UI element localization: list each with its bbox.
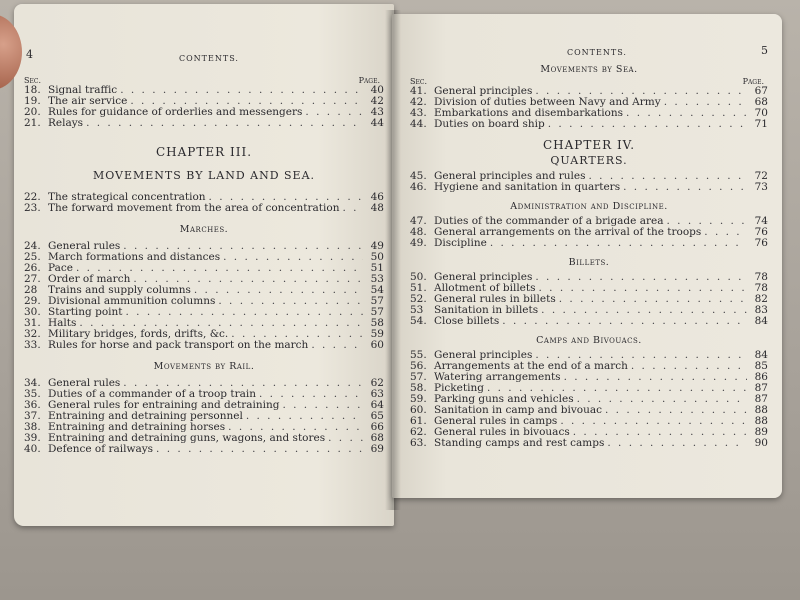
section-heading: Movements by Sea. bbox=[540, 64, 638, 75]
entry-page-number: 49 bbox=[370, 240, 384, 252]
entry-page-number: 48 bbox=[370, 202, 384, 214]
section-number: 38. bbox=[24, 421, 41, 433]
section-number: 61. bbox=[410, 415, 427, 427]
dot-leader bbox=[577, 394, 747, 405]
toc-entry bbox=[410, 119, 768, 130]
entry-page-number: 88 bbox=[754, 404, 768, 416]
section-number: 63. bbox=[410, 437, 427, 449]
entry-title: General rules in camps bbox=[434, 415, 558, 427]
entry-title: Rules for guidance of orderlies and messengers bbox=[48, 106, 303, 118]
section-number: 18. bbox=[24, 84, 41, 96]
dot-leader bbox=[86, 118, 363, 129]
entry-page-number: 62 bbox=[370, 377, 384, 389]
entry-title: Order of march bbox=[48, 273, 131, 285]
chapter-subtitle: QUARTERS. bbox=[550, 154, 628, 167]
entry-page-number: 73 bbox=[754, 181, 768, 193]
entry-title: Sanitation in billets bbox=[434, 304, 539, 316]
section-number: 58. bbox=[410, 382, 427, 394]
toc-list bbox=[24, 192, 384, 214]
section-number: 52. bbox=[410, 293, 427, 305]
entry-title: General rules bbox=[48, 377, 121, 389]
entry-page-number: 85 bbox=[754, 360, 768, 372]
section-number: 42. bbox=[410, 96, 427, 108]
section-number: 28 bbox=[24, 284, 38, 296]
section-heading: Marches. bbox=[179, 224, 229, 235]
entry-page-number: 69 bbox=[370, 443, 384, 455]
entry-title: General principles bbox=[434, 271, 533, 283]
entry-page-number: 40 bbox=[370, 84, 384, 96]
entry-page-number: 78 bbox=[754, 282, 768, 294]
entry-title: The air service bbox=[48, 95, 128, 107]
dot-leader bbox=[605, 405, 747, 416]
dot-leader bbox=[305, 107, 363, 118]
toc-list bbox=[24, 378, 384, 455]
section-number: 44. bbox=[410, 118, 427, 130]
entry-page-number: 72 bbox=[754, 170, 768, 182]
entry-title: Starting point bbox=[48, 306, 123, 318]
dot-leader bbox=[548, 119, 747, 130]
entry-page-number: 88 bbox=[754, 415, 768, 427]
entry-title: Discipline bbox=[434, 237, 487, 249]
entry-page-number: 86 bbox=[754, 371, 768, 383]
sec-column-header: Sec. bbox=[410, 77, 427, 86]
entry-title: Trains and supply columns bbox=[48, 284, 191, 296]
entry-title: The forward movement from the area of concentration bbox=[48, 202, 340, 214]
entry-title: General principles and rules bbox=[434, 170, 586, 182]
dot-leader bbox=[490, 238, 747, 249]
entry-title: Entraining and detraining personnel bbox=[48, 410, 243, 422]
toc-entry bbox=[410, 182, 768, 193]
entry-page-number: 46 bbox=[370, 191, 384, 203]
entry-title: Relays bbox=[48, 117, 84, 129]
entry-title: Military bridges, fords, drifts, &c. bbox=[48, 328, 229, 340]
section-number: 25. bbox=[24, 251, 41, 263]
entry-title: Signal traffic bbox=[48, 84, 118, 96]
section-number: 29. bbox=[24, 295, 41, 307]
toc-entry bbox=[24, 118, 384, 129]
dot-leader bbox=[282, 400, 363, 411]
entry-page-number: 87 bbox=[754, 382, 768, 394]
section-number: 36. bbox=[24, 399, 41, 411]
section-heading: Movements by Rail. bbox=[153, 361, 255, 372]
toc-list bbox=[410, 350, 768, 449]
section-number: 48. bbox=[410, 226, 427, 238]
dot-leader bbox=[125, 307, 363, 318]
toc-entry bbox=[24, 444, 384, 455]
left-page bbox=[14, 4, 394, 526]
toc-list bbox=[410, 272, 768, 327]
chapter-heading: CHAPTER IV. bbox=[542, 138, 636, 152]
toc-list bbox=[410, 216, 768, 249]
entry-title: Watering arrangements bbox=[434, 371, 561, 383]
entry-title: Halts bbox=[48, 317, 77, 329]
section-heading: Camps and Bivouacs. bbox=[536, 335, 642, 346]
entry-title: Pace bbox=[48, 262, 73, 274]
dot-leader bbox=[607, 438, 747, 449]
section-number: 46. bbox=[410, 181, 427, 193]
entry-page-number: 68 bbox=[754, 96, 768, 108]
entry-page-number: 84 bbox=[754, 315, 768, 327]
entry-page-number: 51 bbox=[370, 262, 384, 274]
entry-page-number: 70 bbox=[754, 107, 768, 119]
entry-page-number: 53 bbox=[370, 273, 384, 285]
entry-page-number: 76 bbox=[754, 237, 768, 249]
page-column-header: Page. bbox=[358, 76, 380, 85]
entry-page-number: 84 bbox=[754, 349, 768, 361]
entry-title: Embarkations and disembarkations bbox=[434, 107, 624, 119]
section-number: 53 bbox=[410, 304, 424, 316]
dot-leader bbox=[631, 361, 747, 372]
section-heading: Billets. bbox=[568, 257, 610, 268]
entry-title: Standing camps and rest camps bbox=[434, 437, 605, 449]
right-page bbox=[392, 14, 782, 498]
sec-column-header: Sec. bbox=[24, 76, 41, 85]
entry-title: General arrangements on the arrival of the troops bbox=[434, 226, 702, 238]
dot-leader bbox=[623, 182, 747, 193]
section-number: 40. bbox=[24, 443, 41, 455]
section-number: 20. bbox=[24, 106, 41, 118]
book-gutter bbox=[385, 10, 401, 510]
page-number: 4 bbox=[26, 48, 33, 61]
entry-title: Entraining and detraining guns, wagons, and stores bbox=[48, 432, 326, 444]
toc-list bbox=[410, 86, 768, 130]
entry-page-number: 90 bbox=[754, 437, 768, 449]
entry-page-number: 50 bbox=[370, 251, 384, 263]
entry-title: Defence of railways bbox=[48, 443, 154, 455]
entry-page-number: 59 bbox=[370, 328, 384, 340]
toc-entry bbox=[24, 203, 384, 214]
section-number: 22. bbox=[24, 191, 41, 203]
toc-list bbox=[410, 171, 768, 193]
entry-page-number: 78 bbox=[754, 271, 768, 283]
section-number: 62. bbox=[410, 426, 427, 438]
dot-leader bbox=[218, 296, 363, 307]
dot-leader bbox=[156, 444, 363, 455]
entry-page-number: 74 bbox=[754, 215, 768, 227]
section-number: 37. bbox=[24, 410, 41, 422]
entry-page-number: 58 bbox=[370, 317, 384, 329]
dot-leader bbox=[626, 108, 747, 119]
section-number: 26. bbox=[24, 262, 41, 274]
section-number: 30. bbox=[24, 306, 41, 318]
entry-title: Entraining and detraining horses bbox=[48, 421, 226, 433]
entry-page-number: 67 bbox=[754, 85, 768, 97]
chapter-subtitle: MOVEMENTS BY LAND AND SEA. bbox=[92, 169, 316, 182]
section-number: 55. bbox=[410, 349, 427, 361]
section-number: 56. bbox=[410, 360, 427, 372]
dot-leader bbox=[535, 272, 747, 283]
section-number: 59. bbox=[410, 393, 427, 405]
dot-leader bbox=[223, 252, 363, 263]
section-number: 57. bbox=[410, 371, 427, 383]
entry-title: General rules in bivouacs bbox=[434, 426, 570, 438]
entry-page-number: 60 bbox=[370, 339, 384, 351]
entry-page-number: 66 bbox=[370, 421, 384, 433]
entry-title: Duties on board ship bbox=[434, 118, 545, 130]
entry-title: General principles bbox=[434, 349, 533, 361]
section-number: 51. bbox=[410, 282, 427, 294]
running-head: CONTENTS. bbox=[179, 54, 239, 63]
section-number: 50. bbox=[410, 271, 427, 283]
dot-leader bbox=[664, 97, 747, 108]
toc-list bbox=[24, 241, 384, 351]
entry-page-number: 82 bbox=[754, 293, 768, 305]
section-number: 54. bbox=[410, 315, 427, 327]
toc-list bbox=[24, 85, 384, 129]
page-column-header: Page. bbox=[742, 77, 764, 86]
toc-entry bbox=[24, 252, 384, 263]
toc-entry bbox=[24, 307, 384, 318]
section-number: 21. bbox=[24, 117, 41, 129]
dot-leader bbox=[194, 285, 363, 296]
entry-title: Divisional ammunition columns bbox=[48, 295, 216, 307]
entry-page-number: 64 bbox=[370, 399, 384, 411]
entry-title: Parking guns and vehicles bbox=[434, 393, 574, 405]
entry-title: March formations and distances bbox=[48, 251, 221, 263]
dot-leader bbox=[328, 433, 363, 444]
entry-title: General principles bbox=[434, 85, 533, 97]
toc-entry bbox=[410, 238, 768, 249]
dot-leader bbox=[246, 411, 363, 422]
entry-title: Division of duties between Navy and Army bbox=[434, 96, 661, 108]
entry-title: The strategical concentration bbox=[48, 191, 206, 203]
toc-entry bbox=[410, 438, 768, 449]
entry-page-number: 57 bbox=[370, 295, 384, 307]
running-head: CONTENTS. bbox=[567, 48, 627, 57]
entry-page-number: 54 bbox=[370, 284, 384, 296]
entry-page-number: 83 bbox=[754, 304, 768, 316]
dot-leader bbox=[560, 416, 747, 427]
section-number: 19. bbox=[24, 95, 41, 107]
section-number: 43. bbox=[410, 107, 427, 119]
entry-page-number: 89 bbox=[754, 426, 768, 438]
entry-page-number: 76 bbox=[754, 226, 768, 238]
dot-leader bbox=[704, 227, 747, 238]
chapter-heading: CHAPTER III. bbox=[155, 145, 253, 159]
entry-title: General rules bbox=[48, 240, 121, 252]
entry-page-number: 43 bbox=[370, 106, 384, 118]
entry-title: Arrangements at the end of a march bbox=[434, 360, 628, 372]
section-number: 39. bbox=[24, 432, 41, 444]
section-heading: Administration and Discipline. bbox=[510, 201, 668, 212]
entry-page-number: 68 bbox=[370, 432, 384, 444]
entry-title: Duties of the commander of a brigade area bbox=[434, 215, 664, 227]
dot-leader bbox=[311, 340, 363, 351]
section-number: 23. bbox=[24, 202, 41, 214]
entry-title: Close billets bbox=[434, 315, 500, 327]
section-number: 31. bbox=[24, 317, 41, 329]
section-number: 41. bbox=[410, 85, 427, 97]
entry-page-number: 87 bbox=[754, 393, 768, 405]
section-number: 47. bbox=[410, 215, 427, 227]
dot-leader bbox=[564, 372, 747, 383]
section-number: 45. bbox=[410, 170, 427, 182]
section-number: 24. bbox=[24, 240, 41, 252]
entry-title: General rules in billets bbox=[434, 293, 556, 305]
section-number: 27. bbox=[24, 273, 41, 285]
entry-page-number: 65 bbox=[370, 410, 384, 422]
dot-leader bbox=[502, 316, 747, 327]
toc-entry bbox=[24, 340, 384, 351]
entry-title: Duties of a commander of a troop train bbox=[48, 388, 256, 400]
dot-leader bbox=[559, 294, 747, 305]
entry-title: Picketing bbox=[434, 382, 484, 394]
entry-page-number: 57 bbox=[370, 306, 384, 318]
entry-title: Sanitation in camp and bivouac bbox=[434, 404, 602, 416]
section-number: 49. bbox=[410, 237, 427, 249]
dot-leader bbox=[541, 305, 747, 316]
dot-leader bbox=[342, 203, 363, 214]
entry-title: Rules for horse and pack transport on the march bbox=[48, 339, 309, 351]
dot-leader bbox=[120, 85, 363, 96]
section-number: 35. bbox=[24, 388, 41, 400]
section-number: 34. bbox=[24, 377, 41, 389]
section-number: 33. bbox=[24, 339, 41, 351]
section-number: 60. bbox=[410, 404, 427, 416]
entry-page-number: 44 bbox=[370, 117, 384, 129]
entry-page-number: 63 bbox=[370, 388, 384, 400]
entry-title: Hygiene and sanitation in quarters bbox=[434, 181, 621, 193]
entry-title: General rules for entraining and detraining bbox=[48, 399, 280, 411]
entry-title: Allotment of billets bbox=[434, 282, 536, 294]
dot-leader bbox=[539, 283, 748, 294]
entry-page-number: 42 bbox=[370, 95, 384, 107]
toc-entry bbox=[410, 316, 768, 327]
page-number: 5 bbox=[761, 44, 768, 57]
entry-page-number: 71 bbox=[754, 118, 768, 130]
section-number: 32. bbox=[24, 328, 41, 340]
